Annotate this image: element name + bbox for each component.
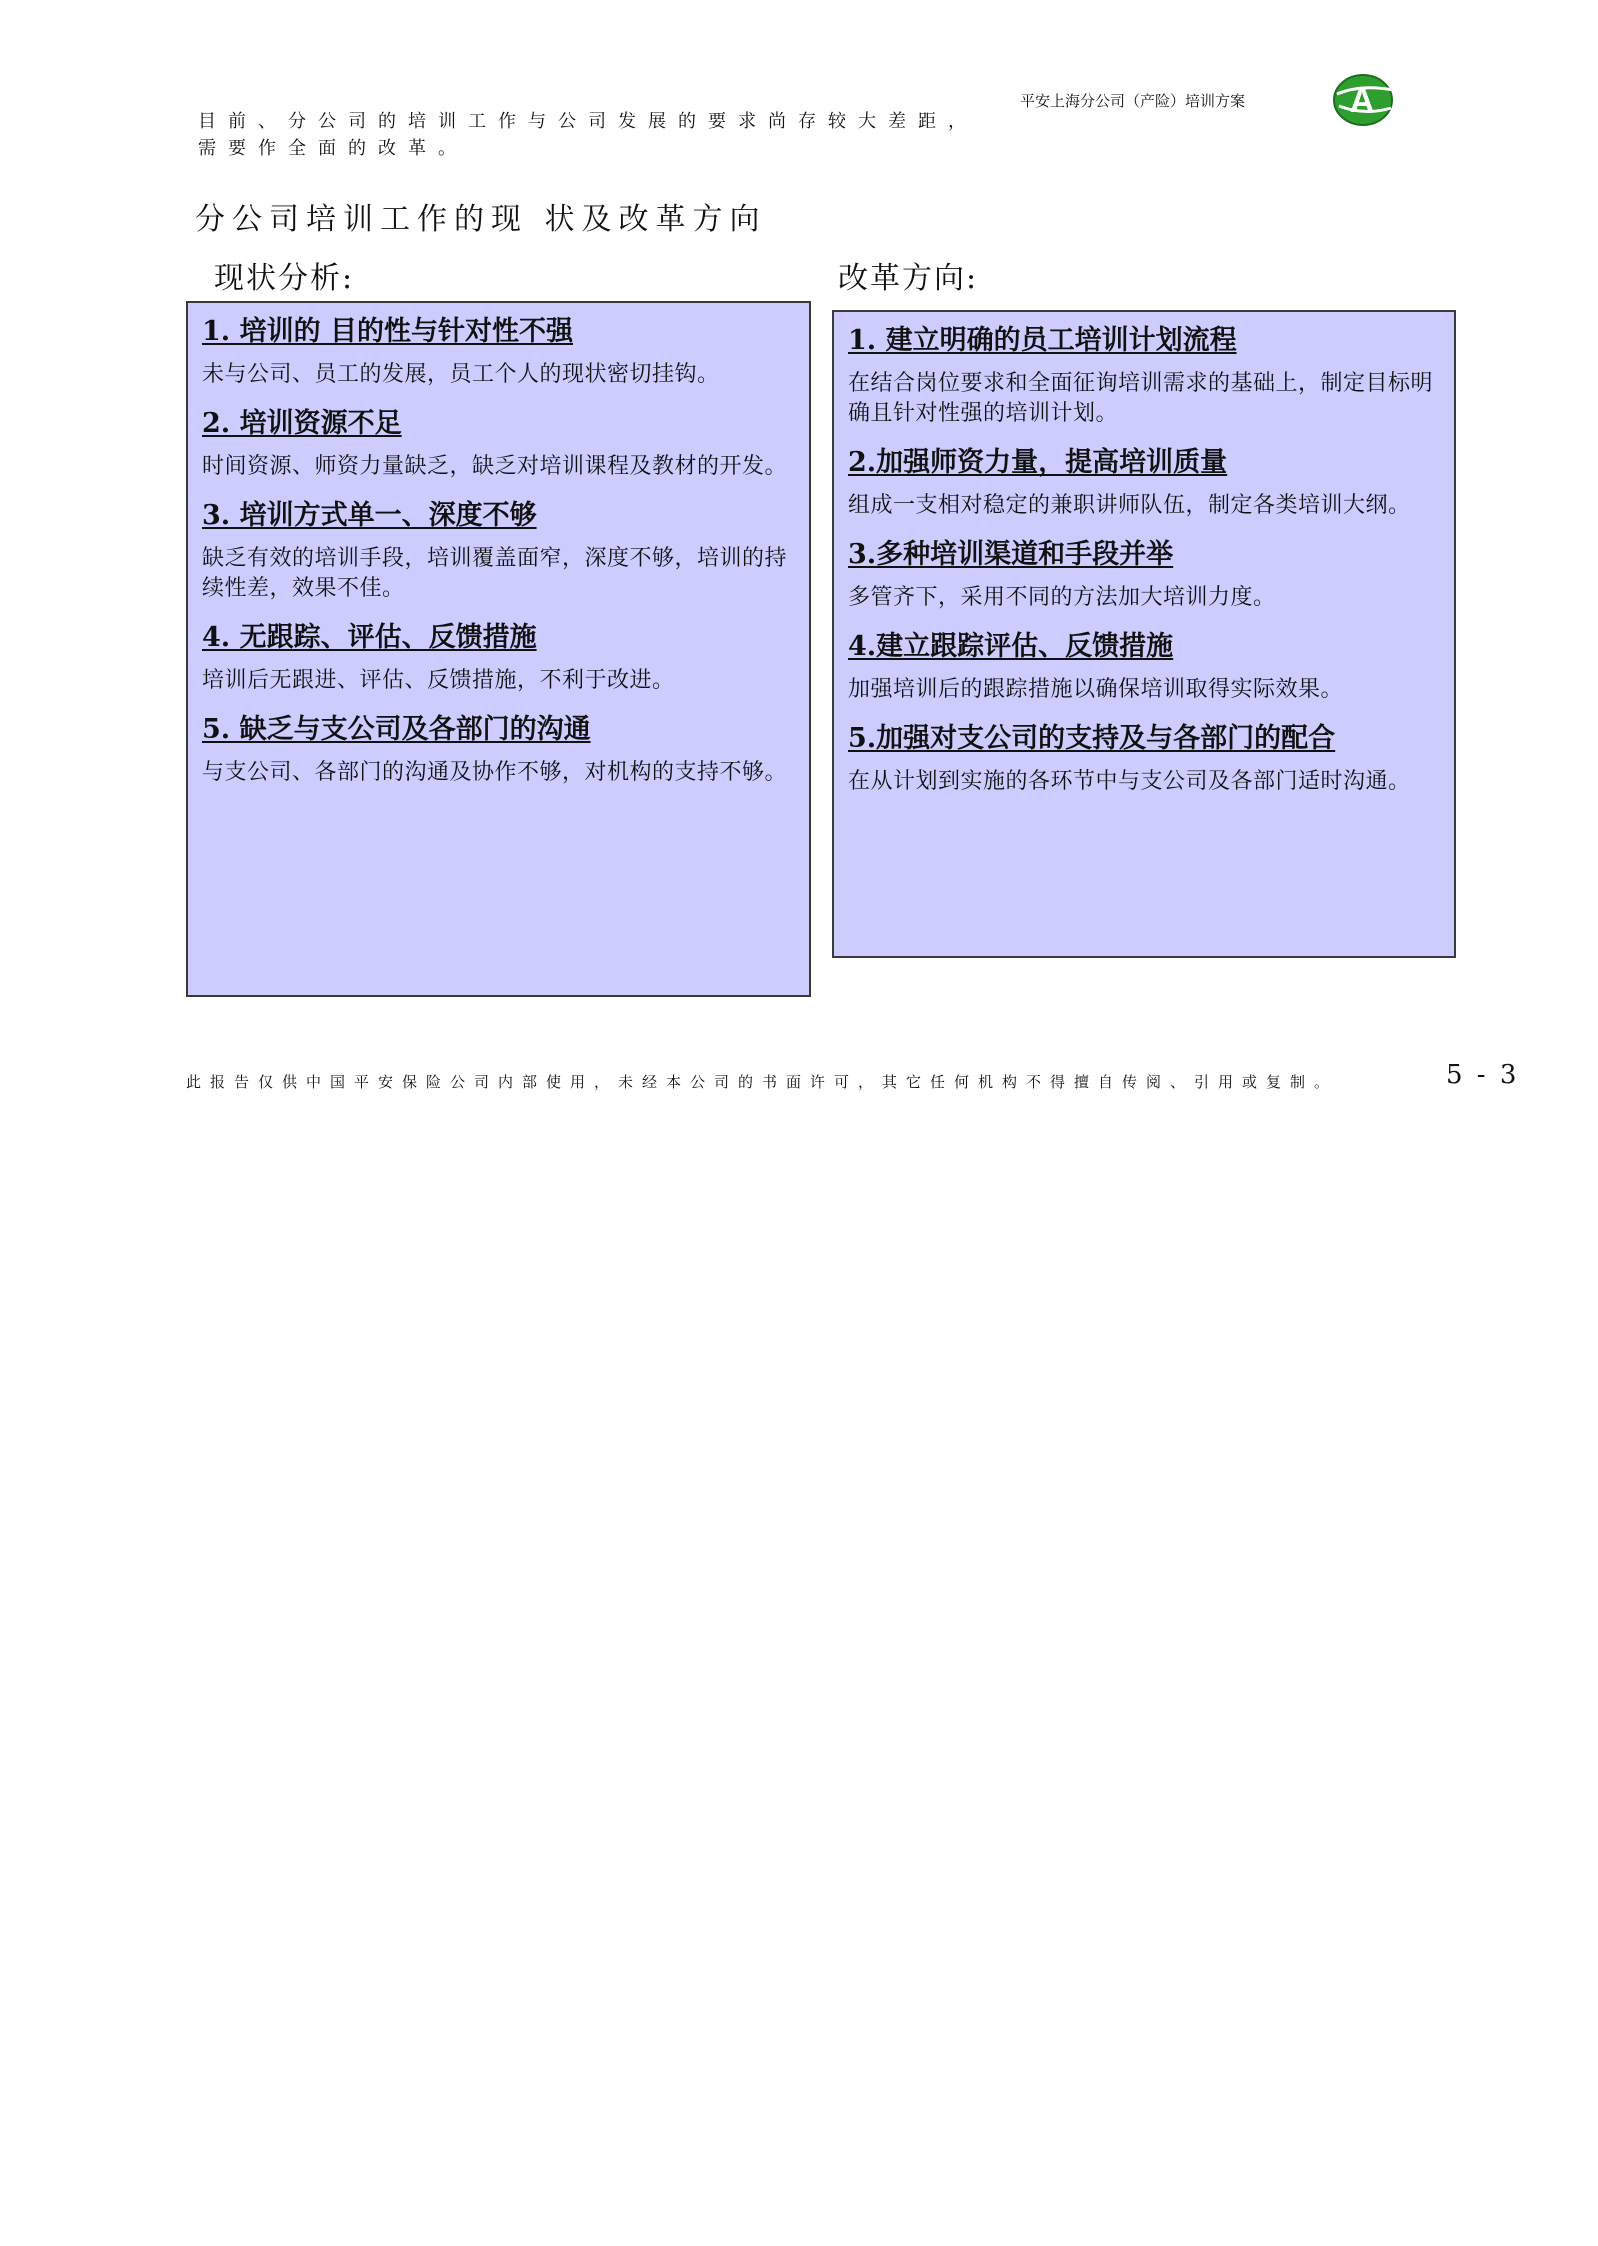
status-item-body: 未与公司、员工的发展，员工个人的现状密切挂钩。 (202, 362, 720, 387)
status-item (202, 312, 795, 390)
page-number: 5 - 3 (1446, 1060, 1520, 1090)
status-item (202, 496, 795, 604)
status-item-body: 时间资源、师资力量缺乏，缺乏对培训课程及教材的开发。 (202, 454, 788, 479)
reform-direction-panel (832, 310, 1456, 958)
reform-item-body: 在从计划到实施的各环节中与支公司及各部门适时沟通。 (848, 769, 1411, 794)
reform-item-heading: 4.建立跟踪评估、反馈措施 (848, 631, 1174, 662)
reform-direction-label: 改革方向: (838, 261, 979, 296)
reform-item-body: 加强培训后的跟踪措施以确保培训取得实际效果。 (848, 677, 1344, 702)
summary-line-2: 需要作全面的改革。 (198, 138, 468, 159)
status-item-body: 培训后无跟进、评估、反馈措施，不利于改进。 (202, 668, 675, 693)
reform-item-heading: 3.多种培训渠道和手段并举 (848, 539, 1174, 570)
status-item-heading: 5. 缺乏与支公司及各部门的沟通 (202, 714, 591, 745)
reform-item-heading: 5.加强对支公司的支持及与各部门的配合 (848, 723, 1336, 754)
reform-item (848, 535, 1440, 613)
reform-item (848, 321, 1440, 429)
status-item-heading: 4. 无跟踪、评估、反馈措施 (202, 622, 537, 653)
summary-statement (198, 108, 1058, 162)
status-item-heading: 2. 培训资源不足 (202, 408, 402, 439)
status-item (202, 618, 795, 696)
status-item-body: 与支公司、各部门的沟通及协作不够，对机构的支持不够。 (202, 760, 788, 785)
reform-item (848, 627, 1440, 705)
company-logo (1331, 72, 1399, 128)
status-item-body: 缺乏有效的培训手段，培训覆盖面窄，深度不够，培训的持续性差，效果不佳。 (202, 546, 788, 601)
status-item-heading: 1. 培训的 目的性与针对性不强 (202, 316, 573, 347)
status-item-heading: 3. 培训方式单一、深度不够 (202, 500, 537, 531)
status-analysis-panel (186, 301, 811, 997)
page-title: 分公司培训工作的现 状及改革方向 (195, 202, 767, 237)
document-header-title: 平安上海分公司（产险）培训方案 (1020, 92, 1246, 110)
logo-icon (1331, 72, 1399, 128)
confidentiality-notice: 此报告仅供中国平安保险公司内部使用，未经本公司的书面许可，其它任何机构不得擅自传阅、引用或复制。 (186, 1073, 1339, 1091)
reform-item-body: 在结合岗位要求和全面征询培训需求的基础上，制定目标明确且针对性强的培训计划。 (848, 371, 1434, 426)
reform-item-heading: 1. 建立明确的员工培训计划流程 (848, 325, 1237, 356)
reform-item-body: 组成一支相对稳定的兼职讲师队伍，制定各类培训大纲。 (848, 493, 1411, 518)
reform-item-heading: 2.加强师资力量，提高培训质量 (848, 447, 1228, 478)
status-analysis-label: 现状分析: (214, 261, 355, 296)
reform-item-body: 多管齐下，采用不同的方法加大培训力度。 (848, 585, 1276, 610)
status-item (202, 710, 795, 788)
reform-item (848, 443, 1440, 521)
reform-item (848, 719, 1440, 797)
summary-line-1: 目前、分公司的培训工作与公司发展的要求尚存较大差距， (198, 111, 978, 132)
status-item (202, 404, 795, 482)
logo-letter: A (1349, 82, 1375, 120)
